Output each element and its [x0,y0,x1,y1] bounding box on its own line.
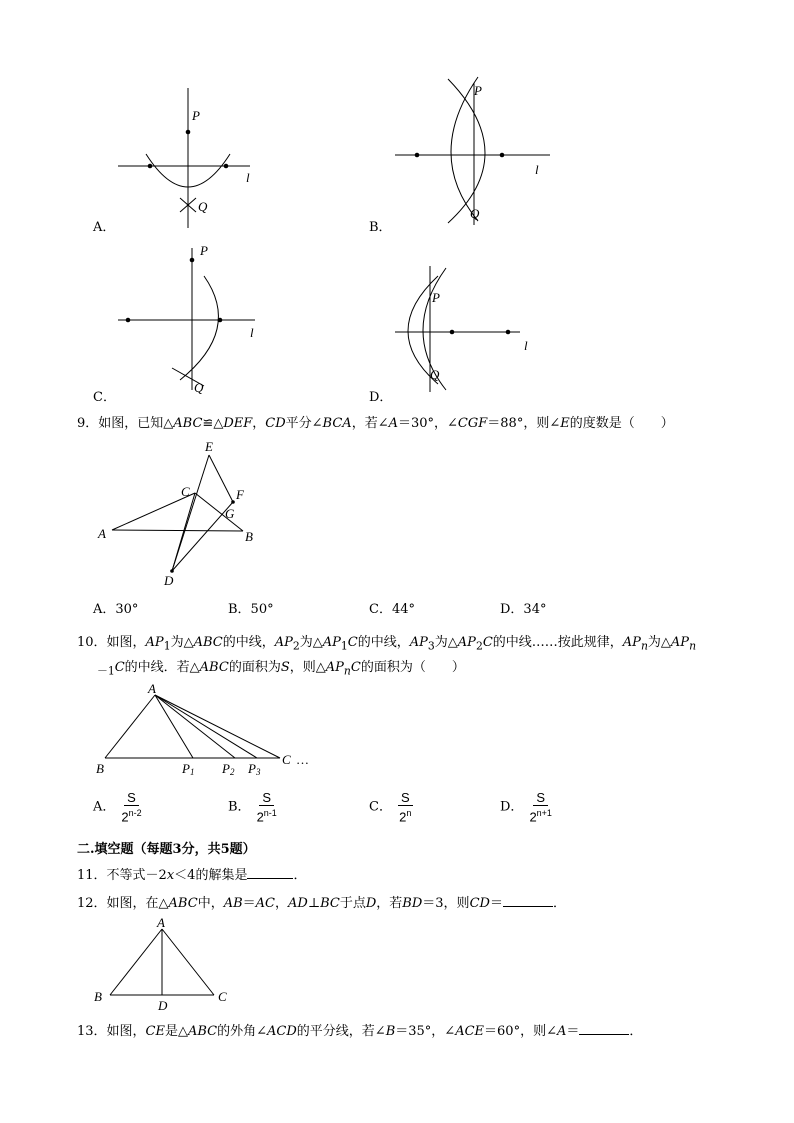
point-a-label: A [157,915,165,930]
line-l-label: l [535,162,539,177]
answer-blank[interactable] [503,894,553,907]
q10-option-d: D． $\frac{S}{2^{n+1}}$ [500,790,552,825]
answer-blank[interactable] [247,866,293,879]
q10-option-a: A． $\frac{S}{2^{n-2}}$ [93,790,142,825]
figure-option-a [110,80,270,230]
point-d-label: D [158,998,168,1013]
q9-option-c: C．44° [369,602,415,617]
point-f-label: F [236,487,244,502]
q10-option-c: C． $\frac{S}{2^n}$ [369,790,412,825]
point-q-label: Q [430,367,440,382]
point-p-label: P [200,243,208,258]
q9-option-d: D．34° [500,602,547,617]
q9-option-a: A．30° [93,602,139,617]
question-13-stem: 13．如图，CE是△ABC的外角∠ACD的平分线，若∠B＝35°，∠ACE＝60°，则∠A＝ ． [77,1024,643,1039]
answer-blank[interactable] [579,1022,629,1035]
point-p2-label: P2 [222,761,235,777]
point-c-label: C [282,752,291,767]
option-b-label: B． [369,220,392,235]
point-d-label: D [164,573,174,588]
point-p1-label: P1 [182,761,195,777]
point-b-label: B [245,529,253,544]
point-p3-label: P3 [248,761,261,777]
ellipsis-label: … [296,752,309,767]
point-c-label: C [181,484,190,499]
option-c-label: C． [93,390,116,405]
figure-q9 [95,435,275,590]
point-a-label: A [98,526,106,541]
option-d-label: D． [369,390,393,405]
q10-option-b: B． $\frac{S}{2^{n-1}}$ [228,790,277,825]
point-b-label: B [94,989,102,1004]
section-fill-in-blank-title: 二.填空题（每题3分，共5题） [77,842,256,857]
point-g-label: G [225,506,235,521]
figure-q10 [90,680,330,780]
line-l-label: l [250,325,254,340]
point-p-label: P [192,108,200,123]
question-10-stem-line2: $_{-1}$C的中线．若△ABC的面积为S，则$\triangle AP_nC$的面积为（ ） [97,660,465,678]
line-l-label: l [524,338,528,353]
question-10-stem-line1: 10．如图，$AP_1$为△ABC的中线，$AP_2$为$\triangle AP_1C$的中线，$AP_3$为$\triangle AP_2C$的中线……按此规律，$AP_n$为$\triangle AP_n$ [77,635,697,653]
question-11-stem: 11．不等式－2x＜4的解集是 ． [77,868,307,883]
option-a-label: A． [93,220,116,235]
figure-option-b [390,75,560,230]
point-e-label: E [205,439,213,454]
point-q-label: Q [470,206,480,221]
point-c-label: C [218,989,227,1004]
question-9-stem: 9．如图，已知△ABC≌△DEF，CD平分∠BCA，若∠A＝30°，∠CGF＝88°，则∠E的度数是（ ） [77,416,674,431]
point-q-label: Q [194,380,204,395]
question-12-stem: 12．如图，在△ABC中，AB＝AC，AD⊥BC于点D，若BD＝3，则CD＝ ． [77,896,566,911]
figure-option-d [390,262,550,397]
point-a-label: A [148,681,156,696]
figure-option-c [110,240,270,395]
line-l-label: l [246,170,250,185]
point-b-label: B [96,761,104,776]
point-q-label: Q [198,199,208,214]
q9-option-b: B．50° [228,602,274,617]
point-p-label: P [474,83,482,98]
figure-q12 [90,915,240,1015]
point-p-label: P [432,290,440,305]
